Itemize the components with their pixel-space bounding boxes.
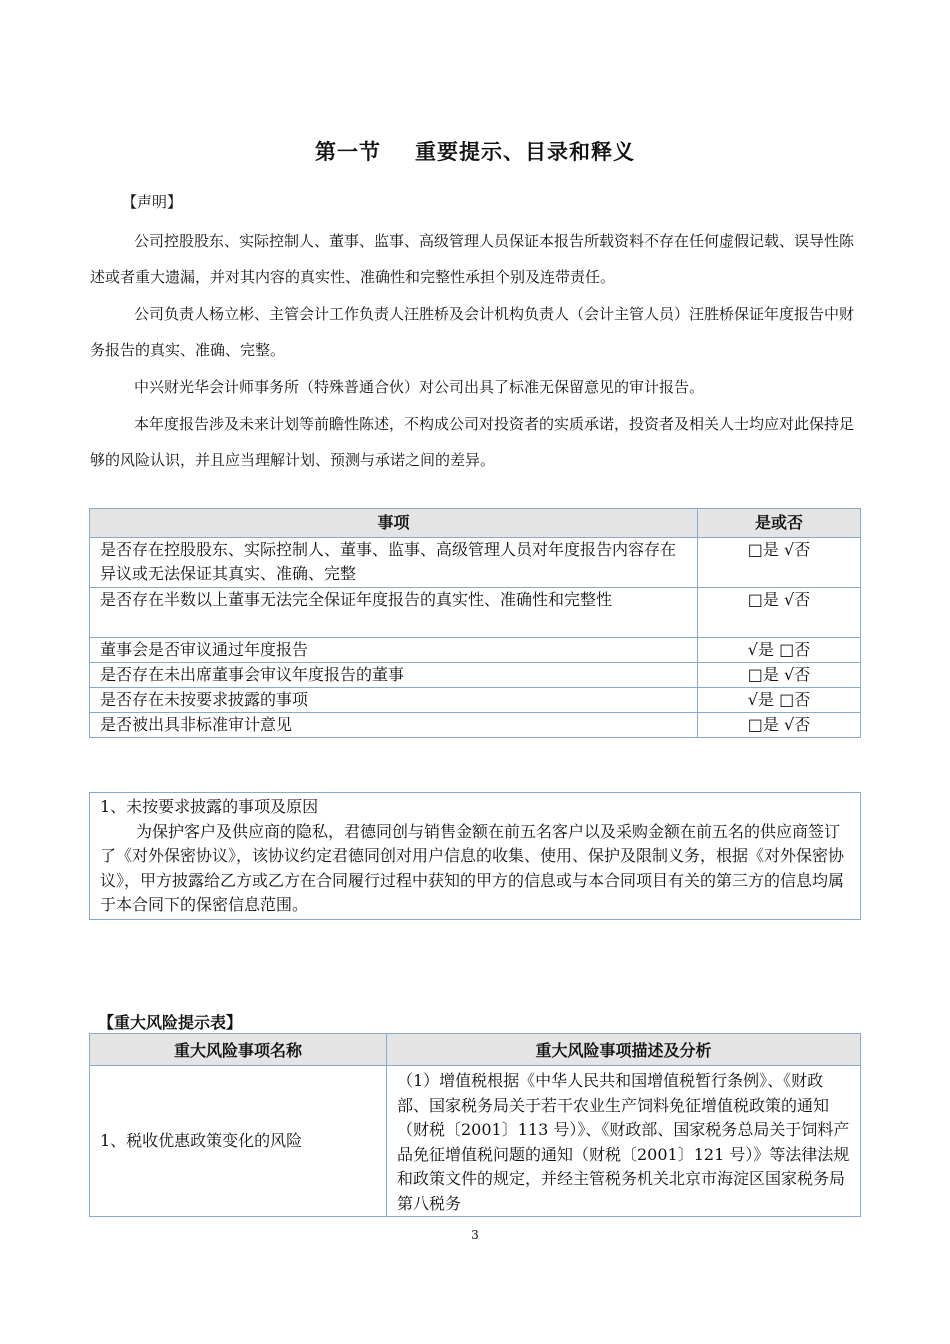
page-number: 3 xyxy=(471,1228,479,1242)
table-row xyxy=(90,588,861,638)
matter-item: 是否存在未出席董事会审议年度报告的董事 xyxy=(90,663,698,688)
matter-answer: √是 □否 xyxy=(698,638,861,663)
risk-table xyxy=(89,1033,861,1217)
statement-paragraph-4: 本年度报告涉及未来计划等前瞻性陈述，不构成公司对投资者的实质承诺，投资者及相关人士均应对此保持足够的风险认识，并且应当理解计划、预测与承诺之间的差异。 xyxy=(90,415,855,469)
statement-label: 【声明】 xyxy=(122,193,183,211)
matter-item: 是否存在未按要求披露的事项 xyxy=(90,688,698,713)
table-row xyxy=(90,1066,861,1217)
statement-paragraph-1: 公司控股股东、实际控制人、董事、监事、高级管理人员保证本报告所载资料不存在任何虚假记载、误导性陈述或者重大遗漏，并对其内容的真实性、准确性和完整性承担个别及连带责任。 xyxy=(90,232,855,286)
header-risk-description: 重大风险事项描述及分析 xyxy=(387,1034,861,1066)
undisclosed-reason-box xyxy=(89,792,861,920)
header-risk-name: 重大风险事项名称 xyxy=(90,1034,387,1066)
table-row xyxy=(90,638,861,663)
undisclosed-body: 为保护客户及供应商的隐私，君德同创与销售金额在前五名客户以及采购金额在前五名的供应商签订了《对外保密协议》，该协议约定君德同创对用户信息的收集、使用、保护及限制义务，根据《对外保密协议》，甲方披露给乙方或乙方在合同履行过程中获知的甲方的信息或与本合同项目有关的第三方的信息均属于本合同下的保密信息范围。 xyxy=(100,821,845,914)
section-name: 重要提示、目录和释义 xyxy=(415,140,635,164)
matter-answer: □是 √否 xyxy=(698,713,861,738)
section-number: 第一节 xyxy=(315,140,381,164)
header-item: 事项 xyxy=(90,509,698,538)
table-row xyxy=(90,688,861,713)
matter-item: 是否被出具非标准审计意见 xyxy=(90,713,698,738)
statement-paragraph-3: 中兴财光华会计师事务所（特殊普通合伙）对公司出具了标准无保留意见的审计报告。 xyxy=(134,378,705,396)
statement-paragraph-2: 公司负责人杨立彬、主管会计工作负责人汪胜桥及会计机构负责人（会计主管人员）汪胜桥保证年度报告中财务报告的真实、准确、完整。 xyxy=(90,305,855,359)
matter-item: 董事会是否审议通过年度报告 xyxy=(90,638,698,663)
undisclosed-heading: 1、未按要求披露的事项及原因 xyxy=(100,797,319,816)
matters-table xyxy=(89,508,861,738)
table-row xyxy=(90,538,861,588)
section-title xyxy=(0,136,950,166)
matter-answer: □是 √否 xyxy=(698,538,861,588)
risk-name: 1、税收优惠政策变化的风险 xyxy=(90,1066,387,1217)
table-row xyxy=(90,663,861,688)
risk-table-header xyxy=(90,1034,861,1066)
risk-description: （1）增值税根据《中华人民共和国增值税暂行条例》、《财政部、国家税务局关于若干农业生产饲料免征增值税政策的通知（财税〔2001〕113 号）》、《财政部、国家税务总局关于饲料产品免征增值税问题的通知（财税〔2001〕121 号）》等法律法规和政策文件的规定，并经主管税务机关北京市海淀区国家税务局第八税务 xyxy=(387,1066,861,1217)
matter-answer: □是 √否 xyxy=(698,663,861,688)
risk-table-title: 【重大风险提示表】 xyxy=(98,1013,243,1032)
matter-answer: √是 □否 xyxy=(698,688,861,713)
header-answer: 是或否 xyxy=(698,509,861,538)
matter-item: 是否存在控股股东、实际控制人、董事、监事、高级管理人员对年度报告内容存在异议或无法保证其真实、准确、完整 xyxy=(90,538,698,588)
matter-answer: □是 √否 xyxy=(698,588,861,638)
table-row xyxy=(90,713,861,738)
matter-item: 是否存在半数以上董事无法完全保证年度报告的真实性、准确性和完整性 xyxy=(90,588,698,638)
matters-table-header xyxy=(90,509,861,538)
